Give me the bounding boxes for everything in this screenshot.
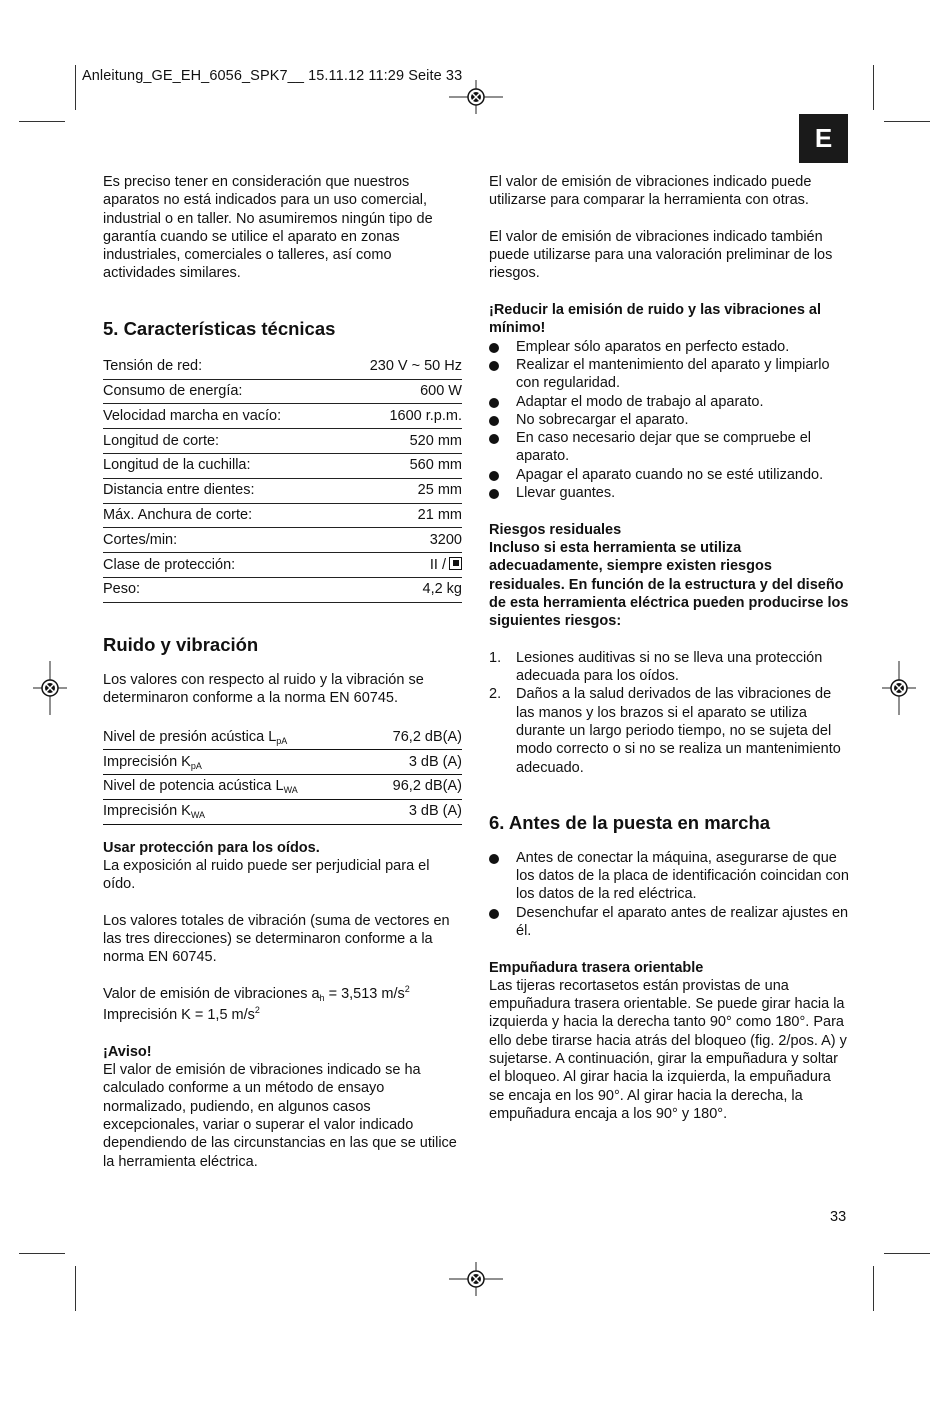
list-item: [489, 649, 849, 686]
list-number: 1.: [489, 649, 502, 666]
sound-label-sub: WA: [283, 785, 298, 796]
bullet-icon: [489, 434, 499, 444]
ear-protection-heading: Usar protección para los oídos.: [103, 839, 320, 856]
spec-value-wrap: [430, 556, 462, 574]
spec-label: Máx. Anchura de corte:: [103, 507, 253, 524]
spec-value: 230 V ~ 50 Hz: [369, 358, 462, 375]
spec-value: 25 mm: [417, 482, 462, 499]
vib-value-sup: 2: [404, 983, 410, 994]
list-item-text: Desenchufar el aparato antes de realizar ajustes en él.: [516, 904, 849, 939]
table-row: [103, 380, 462, 405]
spec-value: II /: [429, 556, 446, 573]
sound-label: [103, 728, 287, 746]
crop-mark-bottom-left-horizontal: [19, 1253, 65, 1254]
bullet-icon: [489, 361, 499, 371]
vib-value-suffix: = 3,513 m/s: [324, 985, 405, 1002]
list-item: [489, 356, 849, 393]
sound-table: [103, 725, 462, 824]
bullet-icon: [489, 343, 499, 353]
crop-mark-top-right-vertical: [873, 65, 874, 110]
vibration-compare-paragraph: El valor de emisión de vibraciones indicado puede utilizarse para comparar la herramienta con otras.: [489, 174, 812, 209]
warning-text: El valor de emisión de vibraciones indicado se ha calculado conforme a un método de ensayo normalizado, pudiendo, en algunos casos excepcionales, variar o superar el valor indicado dependiendo de las circunstancias en las que se utilice la herramienta eléctrica.: [103, 1062, 457, 1170]
list-item-text: Llevar guantes.: [516, 485, 616, 502]
sound-label: [103, 753, 202, 771]
table-row: [103, 504, 462, 529]
sound-label-sub: pA: [276, 735, 288, 746]
tech-specs-heading: 5. Características técnicas: [103, 317, 336, 339]
intro-paragraph: Es preciso tener en consideración que nuestros aparatos no está indicados para un uso comercial, industrial o en taller. No asumiremos ningún tipo de garantía cuando se utilice el aparato en zonas industriales, comerciales o talleres, así como actividades similares.: [103, 174, 433, 282]
tech-specs-table: [103, 355, 462, 603]
crop-mark-bottom-right-horizontal: [884, 1253, 930, 1254]
spec-label: Distancia entre dientes:: [103, 482, 255, 499]
list-item-text: Emplear sólo aparatos en perfecto estado.: [516, 338, 790, 355]
spec-label: Longitud de corte:: [103, 432, 220, 449]
list-item: [489, 338, 849, 356]
reduce-emission-heading: ¡Reducir la emisión de ruido y las vibraciones al mínimo!: [489, 302, 821, 337]
sound-value: 76,2 dB(A): [392, 728, 462, 745]
language-tab: E: [799, 114, 848, 163]
spec-label: Clase de protección:: [103, 556, 236, 573]
left-column: [103, 173, 463, 1171]
registration-mark-left-icon: [33, 661, 67, 715]
list-item: [489, 685, 849, 776]
sound-label-sub: pA: [190, 760, 202, 771]
list-item-text: En caso necesario dejar que se compruebe el aparato.: [516, 430, 812, 465]
vibration-preliminary-paragraph: El valor de emisión de vibraciones indicado también puede utilizarse para una valoración preliminar de los riesgos.: [489, 228, 833, 282]
crop-mark-top-right-horizontal: [884, 121, 930, 122]
list-item: [489, 484, 849, 502]
vibration-uncertainty: [103, 1006, 463, 1024]
list-item-text: Adaptar el modo de trabajo al aparato.: [516, 393, 764, 410]
residual-risks-heading: Riesgos residuales: [489, 521, 622, 538]
vib-uncert-prefix: Imprecisión K = 1,5 m/s: [103, 1007, 255, 1024]
bullet-icon: [489, 398, 499, 408]
spec-label: Peso:: [103, 581, 141, 598]
crop-mark-top-left-vertical: [75, 65, 76, 110]
spec-value: 21 mm: [417, 507, 462, 524]
handle-text: Las tijeras recortasetos están provistas de una empuñadura trasera orientable. Se puede girar hacia la izquierda y hacia la derecha tanto 90° como 180°. Para ello debe tirarse hacia atrás del bloqueo (fig. 2/pos. A) y sujetarse. A continuación, girar la empuñadura y soltar el bloqueo. Al girar hacia la izquierda, la empuñadura se encaja en los 90°. Al girar hacia la derecha, la empuñadura encaja a los 90° y 180°.: [489, 977, 847, 1122]
table-row: [103, 775, 462, 800]
bullet-icon: [489, 909, 499, 919]
list-item-text: No sobrecargar el aparato.: [516, 411, 689, 428]
crop-mark-bottom-right-vertical: [873, 1266, 874, 1311]
vib-uncert-sup: 2: [254, 1005, 260, 1016]
vibration-value: [103, 985, 463, 1003]
spec-label: Cortes/min:: [103, 531, 178, 548]
spec-value: 560 mm: [409, 457, 462, 474]
list-item-text: Daños a la salud derivados de las vibraciones de las manos y los brazos si el aparato se utiliza durante un largo periodo tiempo, no se sujeta del modo correcto o si no se realiza un mantenimiento adecuado.: [516, 686, 841, 776]
sound-label-text: Imprecisión K: [103, 753, 191, 770]
handle-heading: Empuñadura trasera orientable: [489, 959, 704, 976]
residual-risks-intro: Incluso si esta herramienta se utiliza adecuadamente, siempre existen riesgos residuales. En función de la estructura y del diseño de esta herramienta eléctrica pueden producirse los siguientes riesgos:: [489, 539, 849, 630]
protection-class-icon: [449, 557, 462, 570]
list-item: [489, 429, 849, 466]
sound-label: [103, 802, 205, 820]
table-row: [103, 479, 462, 504]
spec-label: Longitud de la cuchilla:: [103, 457, 251, 474]
list-item-text: Lesiones auditivas si no se lleva una protección adecuada para los oídos.: [516, 649, 823, 685]
sound-value: 3 dB (A): [408, 753, 462, 770]
spec-value: 4,2 kg: [422, 581, 462, 598]
bullet-icon: [489, 854, 499, 864]
list-item-text: Apagar el aparato cuando no se esté utilizando.: [516, 466, 824, 483]
sound-label-text: Nivel de presión acústica L: [103, 728, 277, 745]
crop-mark-top-left-horizontal: [19, 121, 65, 122]
sound-label: [103, 777, 298, 795]
table-row: [103, 454, 462, 479]
table-row: [103, 578, 462, 603]
table-row: [103, 355, 462, 380]
table-row: [103, 404, 462, 429]
list-item-text: Antes de conectar la máquina, asegurarse de que los datos de la placa de identificación coincidan con los datos de la red eléctrica.: [516, 849, 849, 903]
list-item-text: Realizar el mantenimiento del aparato y limpiarlo con regularidad.: [516, 356, 830, 392]
vib-value-sub: h: [319, 992, 325, 1003]
print-slug: Anleitung_GE_EH_6056_SPK7__ 15.11.12 11:29 Seite 33: [82, 68, 463, 84]
table-row: [103, 800, 462, 825]
reduce-emission-list: [489, 338, 849, 503]
vib-value-prefix: Valor de emisión de vibraciones a: [103, 985, 320, 1002]
list-item: [489, 849, 849, 904]
spec-label: Tensión de red:: [103, 358, 203, 375]
warning-heading: ¡Aviso!: [103, 1043, 152, 1060]
table-row: [103, 750, 462, 775]
registration-mark-bottom-icon: [449, 1262, 503, 1296]
spec-value: 520 mm: [409, 432, 462, 449]
sound-value: 3 dB (A): [408, 803, 462, 820]
registration-mark-right-icon: [882, 661, 916, 715]
bullet-icon: [489, 416, 499, 426]
list-item: [489, 466, 849, 484]
startup-list: [489, 849, 849, 940]
sound-label-text: Imprecisión K: [103, 803, 191, 820]
risks-list: [489, 649, 849, 777]
list-number: 2.: [489, 686, 502, 703]
noise-intro: Los valores con respecto al ruido y la vibración se determinaron conforme a la norma EN 60745.: [103, 671, 424, 707]
sound-label-sub: WA: [190, 810, 206, 821]
spec-label: Velocidad marcha en vacío:: [103, 407, 282, 424]
sound-value: 96,2 dB(A): [392, 778, 462, 795]
ear-protection-text: La exposición al ruido puede ser perjudicial para el oído.: [103, 857, 430, 893]
list-item: [489, 904, 849, 941]
table-row: [103, 429, 462, 454]
startup-heading: 6. Antes de la puesta en marcha: [489, 811, 771, 833]
spec-value: 600 W: [420, 383, 462, 400]
crop-mark-bottom-left-vertical: [75, 1266, 76, 1311]
table-row: [103, 528, 462, 553]
sound-label-text: Nivel de potencia acústica L: [103, 778, 284, 795]
noise-heading: Ruido y vibración: [103, 633, 259, 655]
right-column: [489, 173, 849, 1123]
registration-mark-top-icon: [449, 80, 503, 114]
bullet-icon: [489, 489, 499, 499]
spec-value: 1600 r.p.m.: [389, 407, 462, 424]
bullet-icon: [489, 471, 499, 481]
vibration-totals: Los valores totales de vibración (suma de vectores en las tres direcciones) se determinaron conforme a la norma EN 60745.: [103, 912, 450, 966]
spec-label: Consumo de energía:: [103, 383, 243, 400]
list-item: [489, 393, 849, 411]
table-row: [103, 725, 462, 750]
spec-value: 3200: [429, 531, 462, 548]
table-row: [103, 553, 462, 578]
list-item: [489, 411, 849, 429]
page-number: 33: [830, 1209, 847, 1225]
